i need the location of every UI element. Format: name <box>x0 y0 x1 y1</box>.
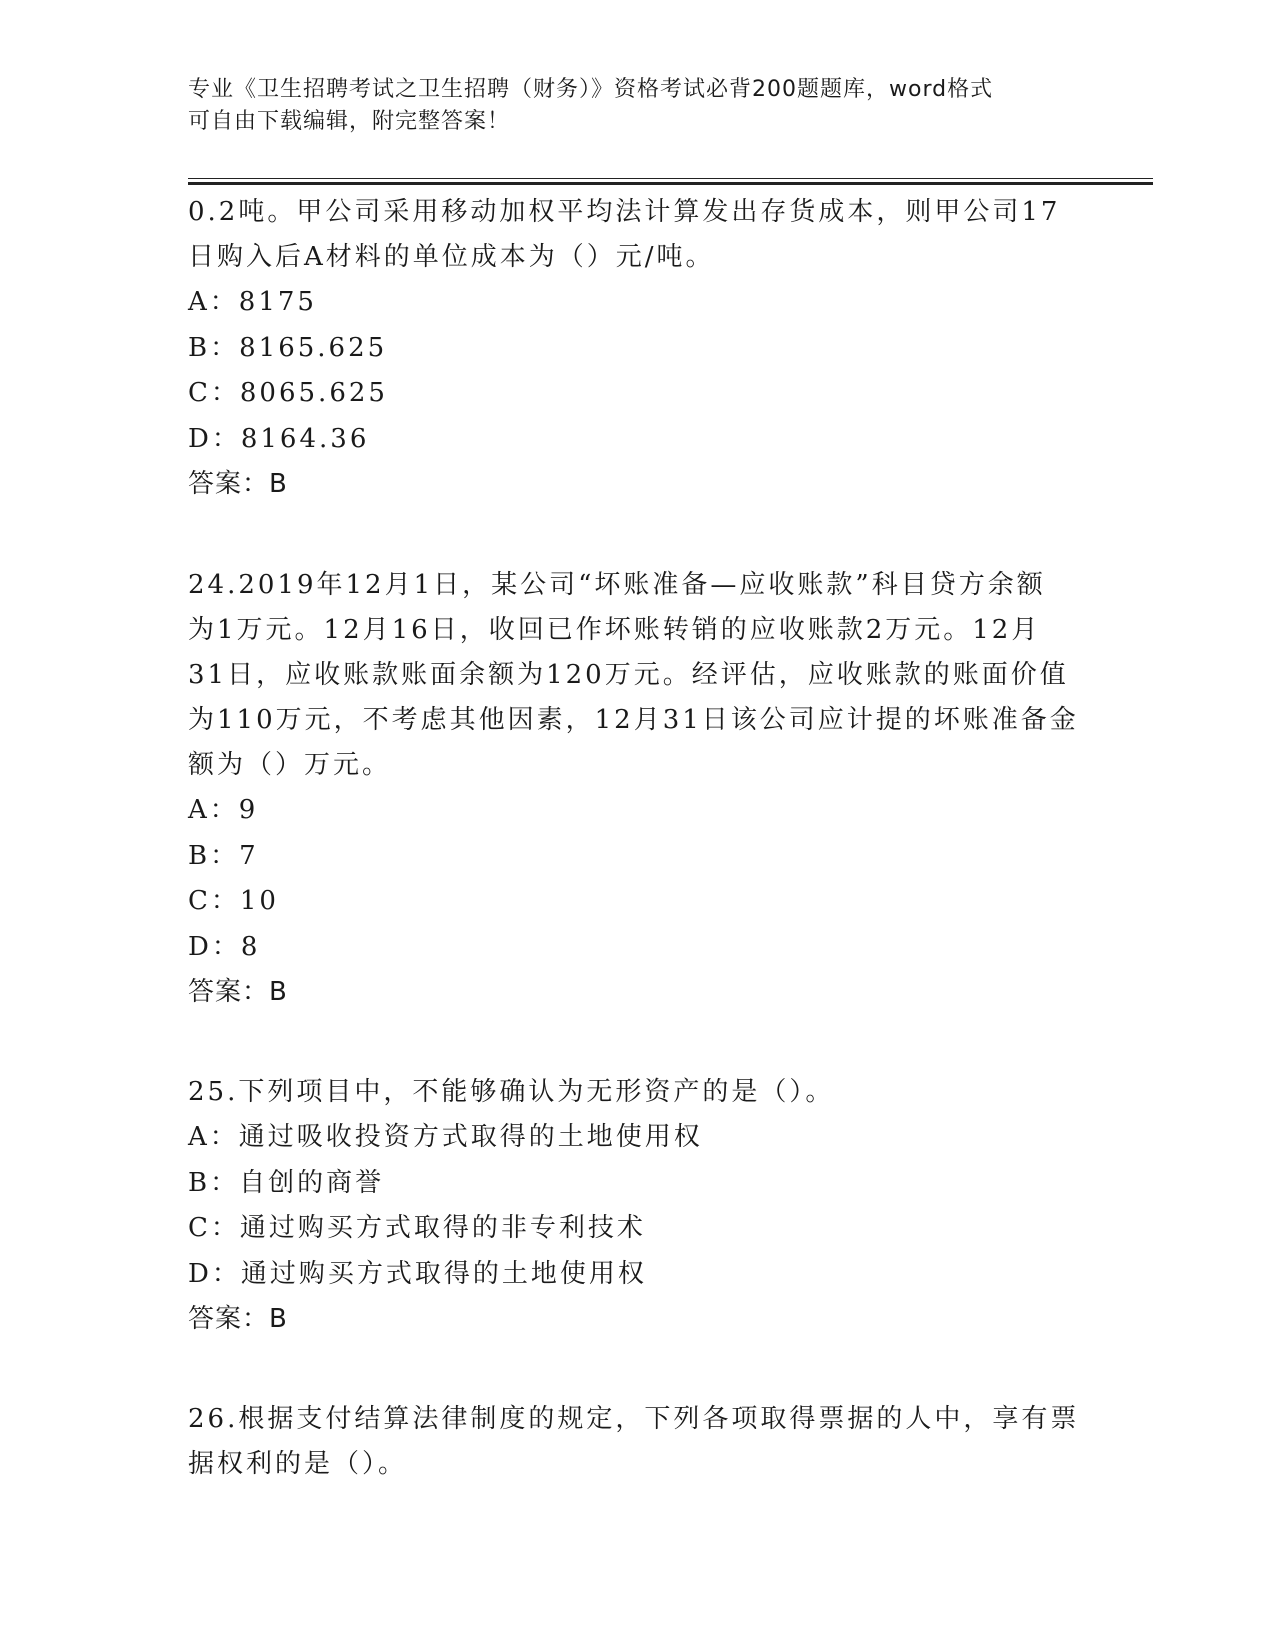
answer: 答案：B <box>188 469 288 499</box>
question-list <box>188 190 1088 1487</box>
question-stem-line: 24.2019年12月1日，某公司“坏账准备—应收账款”科目贷方余额 <box>188 570 1046 600</box>
header-line-2: 可自由下载编辑，附完整答案！ <box>188 109 511 134</box>
option-c: C：通过购买方式取得的非专利技术 <box>188 1213 646 1243</box>
question-stem-line: 为110万元，不考虑其他因素，12月31日该公司应计提的坏账准备金 <box>188 705 1079 735</box>
option-d: D：8 <box>188 931 261 962</box>
question-stem-line: 25.下列项目中，不能够确认为无形资产的是（）。 <box>188 1077 835 1107</box>
option-a: A：通过吸收投资方式取得的土地使用权 <box>188 1122 703 1152</box>
question-stem-line: 26.根据支付结算法律制度的规定，下列各项取得票据的人中，享有票 <box>188 1404 1080 1434</box>
option-d: D：通过购买方式取得的土地使用权 <box>188 1258 647 1289</box>
answer: 答案：B <box>188 1304 288 1334</box>
option-d: D：8164.36 <box>188 423 370 454</box>
header-divider-thick <box>188 182 1153 185</box>
option-b: B：自创的商誉 <box>188 1167 385 1198</box>
question-stem-line: 额为（）万元。 <box>188 750 392 780</box>
option-c: C：10 <box>188 886 279 916</box>
question-26 <box>188 1397 1088 1487</box>
document-header <box>188 74 1088 138</box>
question-25 <box>188 1070 1088 1342</box>
option-b: B：8165.625 <box>188 332 388 363</box>
question-24 <box>188 563 1088 1015</box>
question-prev <box>188 190 1088 507</box>
answer: 答案：B <box>188 977 288 1007</box>
question-stem-line: 为1万元。12月16日，收回已作坏账转销的应收账款2万元。12月 <box>188 615 1041 645</box>
option-c: C：8065.625 <box>188 378 388 408</box>
option-b: B：7 <box>188 840 259 871</box>
header-divider-thin <box>188 178 1153 179</box>
question-stem-line: 31日，应收账款账面余额为120万元。经评估，应收账款的账面价值 <box>188 660 1069 690</box>
header-line-1: 专业《卫生招聘考试之卫生招聘（财务）》资格考试必背200题题库，word格式 <box>188 77 994 102</box>
question-stem-line: 据权利的是（）。 <box>188 1449 408 1479</box>
question-stem-line: 0.2吨。甲公司采用移动加权平均法计算发出存货成本，则甲公司17 <box>188 197 1061 227</box>
option-a: A：9 <box>188 795 259 825</box>
question-stem-line: 日购入后A材料的单位成本为（）元/吨。 <box>188 242 715 272</box>
option-a: A：8175 <box>188 287 317 317</box>
